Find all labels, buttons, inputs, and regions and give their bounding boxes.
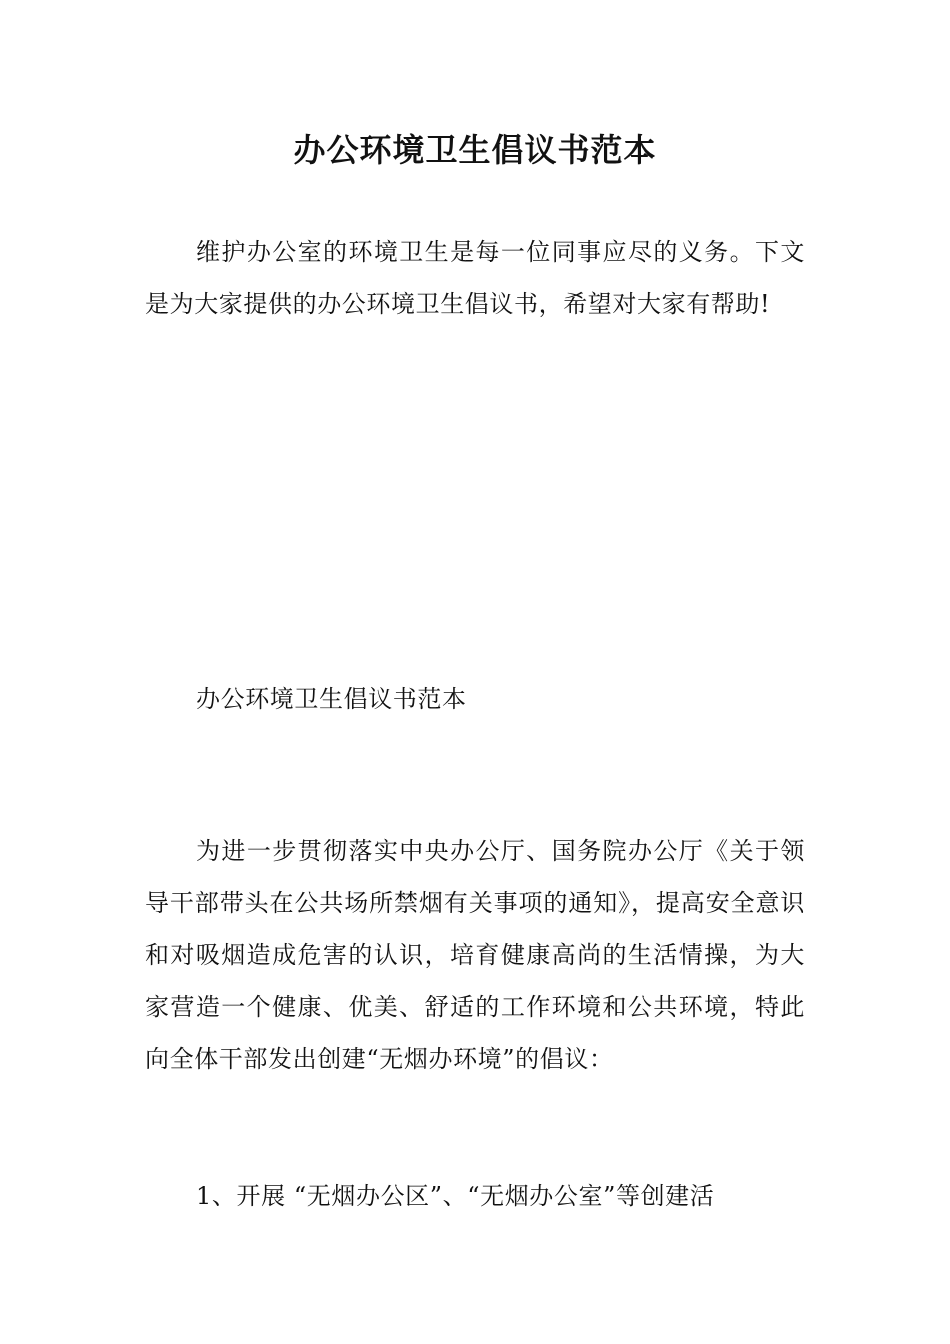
body-paragraph: 为进一步贯彻落实中央办公厅、国务院办公厅《关于领导干部带头在公共场所禁烟有关事项的通知》，提高安全意识和对吸烟造成危害的认识，培育健康高尚的生活情操，为大家营造一个健康、优美、舒适的工作环境和公共环境，特此向全体干部发出创建“无烟办环境”的倡议：: [145, 837, 805, 1073]
list-item-1: 1、开展 “无烟办公区”、“无烟办公室”等创建活: [196, 1182, 715, 1210]
document-title: 办公环境卫生倡议书范本: [293, 131, 657, 169]
intro-paragraph: 维护办公室的环境卫生是每一位同事应尽的义务。下文是为大家提供的办公环境卫生倡议书，希望对大家有帮助!: [145, 238, 805, 318]
section-subtitle: 办公环境卫生倡议书范本: [196, 685, 467, 713]
